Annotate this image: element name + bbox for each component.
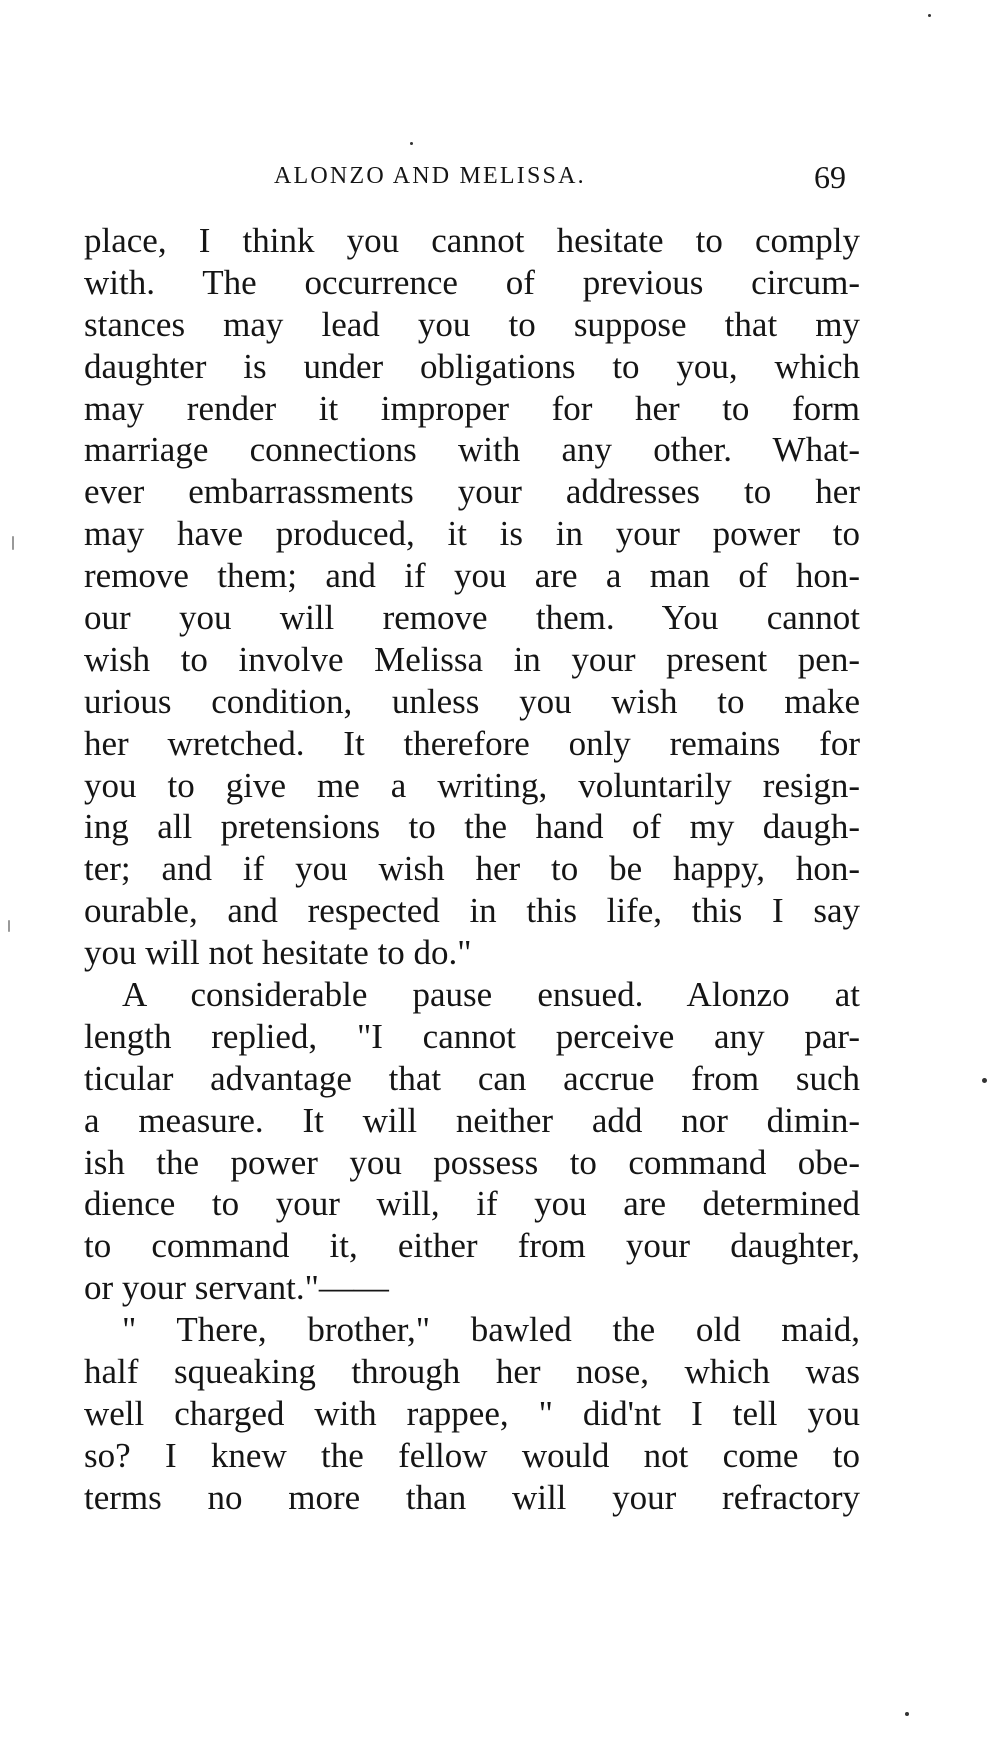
text-line: so? I knew the fellow would not come to xyxy=(84,1435,860,1475)
paper-speck xyxy=(12,536,14,550)
text-line: to command it, either from your daughter, xyxy=(84,1226,860,1266)
paper-speck xyxy=(982,1078,987,1083)
text-line: ever embarrassments your addresses to her xyxy=(84,472,860,512)
running-head xyxy=(84,159,854,205)
text-line: place, I think you cannot hesitate to comply xyxy=(84,221,860,260)
text-line: terms no more than will your refractory xyxy=(84,1477,860,1517)
text-line: ter; and if you wish her to be happy, hon- xyxy=(84,849,860,889)
running-title: ALONZO AND MELISSA. xyxy=(274,163,586,189)
text-line: urious condition, unless you wish to make xyxy=(84,681,860,721)
text-line: " There, brother," bawled the old maid, xyxy=(122,1310,860,1350)
text-line: with. The occurrence of previous circum- xyxy=(84,262,860,302)
body-text xyxy=(84,220,860,1519)
text-line: A considerable pause ensued. Alonzo at xyxy=(122,975,860,1015)
text-line: length replied, "I cannot perceive any par- xyxy=(84,1016,860,1056)
text-line: our you will remove them. You cannot xyxy=(84,598,860,638)
text-line: her wretched. It therefore only remains for xyxy=(84,723,860,763)
text-line: you will not hesitate to do." xyxy=(84,933,472,973)
text-line: a measure. It will neither add nor dimin- xyxy=(84,1100,860,1140)
text-line: wish to involve Melissa in your present pen- xyxy=(84,639,860,679)
page-number: 69 xyxy=(814,159,846,195)
paper-speck xyxy=(928,14,931,17)
text-line: marriage connections with any other. What- xyxy=(84,430,860,470)
paper-speck xyxy=(8,920,10,932)
text-line: daughter is under obligations to you, which xyxy=(84,346,860,386)
text-line: dience to your will, if you are determined xyxy=(84,1184,860,1224)
paper-speck xyxy=(410,142,413,145)
text-line: may render it improper for her to form xyxy=(84,388,860,428)
text-line: remove them; and if you are a man of hon- xyxy=(84,556,860,596)
text-line: you to give me a writing, voluntarily resign- xyxy=(84,765,860,805)
text-line: ticular advantage that can accrue from such xyxy=(84,1058,860,1098)
paper-speck xyxy=(905,1712,909,1716)
text-line: well charged with rappee, " did'nt I tell you xyxy=(84,1393,860,1433)
text-line: ourable, and respected in this life, this I say xyxy=(84,891,860,931)
text-line: may have produced, it is in your power to xyxy=(84,514,860,554)
text-line: or your servant."—— xyxy=(84,1268,389,1308)
text-line: ing all pretensions to the hand of my daugh- xyxy=(84,807,860,847)
text-line: stances may lead you to suppose that my xyxy=(84,304,860,344)
text-line: ish the power you possess to command obe- xyxy=(84,1142,860,1182)
text-line: half squeaking through her nose, which was xyxy=(84,1352,860,1392)
